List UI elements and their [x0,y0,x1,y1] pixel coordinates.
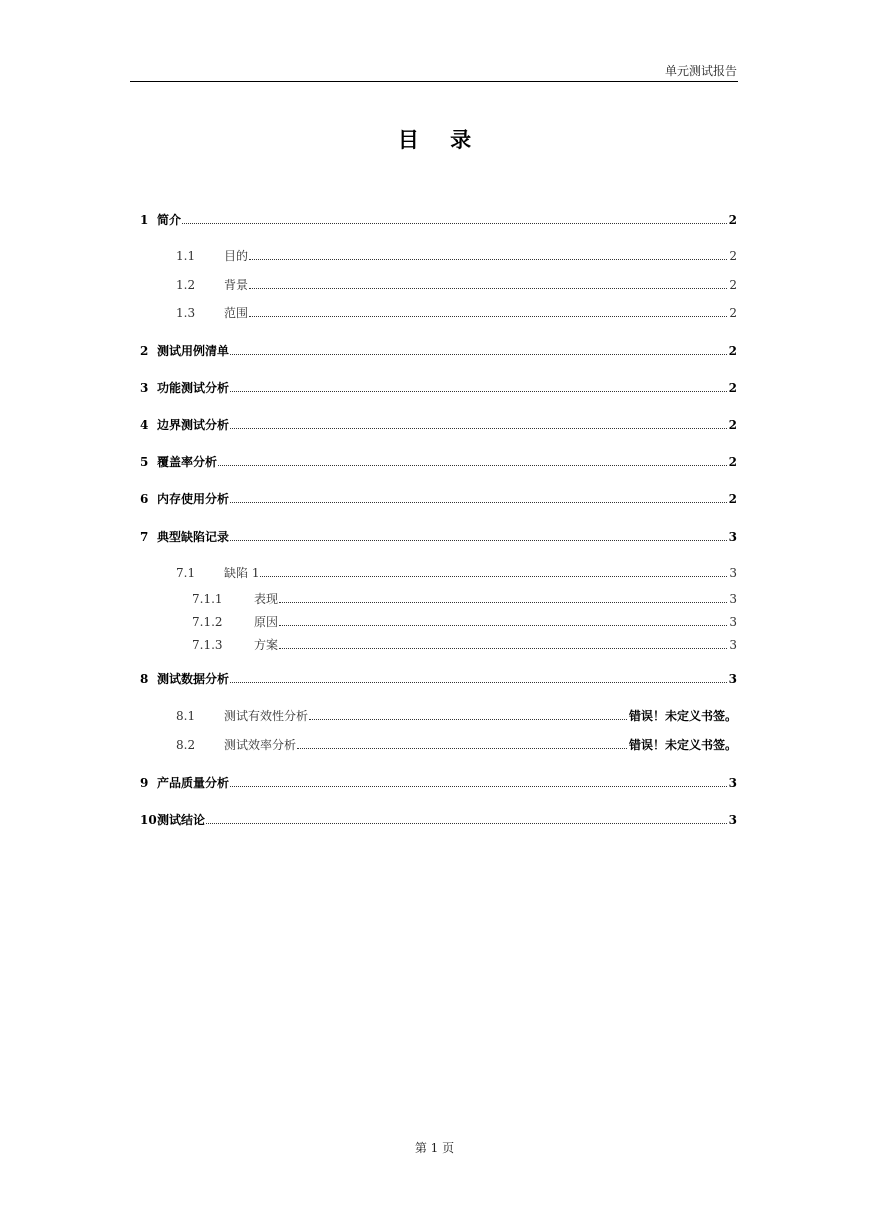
toc-page: 2 [728,455,737,469]
toc-number: 8.2 [176,738,196,752]
dot-leader [230,353,727,355]
toc-page: 2 [728,344,737,358]
dot-leader [279,647,727,649]
toc-number: 7 [140,530,149,544]
toc-title: 测试效率分析 [224,738,297,752]
toc-title: 简介 [157,213,182,227]
toc-entry-1-2[interactable] [176,276,737,294]
toc-page-error: 错误！未定义书签。 [628,738,737,752]
toc-entry-1-3[interactable] [176,304,737,322]
toc-entry-8-2[interactable] [176,736,737,754]
toc-page: 3 [728,530,737,544]
toc-number: 1.1 [176,249,196,263]
dot-leader [279,624,727,626]
toc-title: 边界测试分析 [157,418,230,432]
dot-leader [230,539,727,541]
toc-number: 4 [140,418,149,432]
toc-title: 典型缺陷记录 [157,530,230,544]
toc-number: 8 [140,672,149,686]
toc-title: 范围 [224,306,249,320]
toc-title: 原因 [254,615,279,629]
toc-entry-5[interactable] [140,453,737,471]
header-divider [130,81,738,82]
toc-title: 内存使用分析 [157,492,230,506]
toc-entry-7-1-2[interactable] [192,613,737,631]
toc-entry-7-1-3[interactable] [192,636,737,654]
dot-leader [230,501,727,503]
dot-leader [249,258,727,260]
toc-title: 产品质量分析 [157,776,230,790]
dot-leader [206,822,727,824]
toc-entry-7[interactable] [140,528,737,546]
toc-title: 测试结论 [157,813,206,827]
toc-entry-9[interactable] [140,774,737,792]
toc-number: 2 [140,344,149,358]
toc-page: 2 [728,381,737,395]
toc-entry-8[interactable] [140,670,737,688]
dot-leader [218,464,727,466]
dot-leader [279,601,727,603]
toc-title: 覆盖率分析 [157,455,218,469]
toc-page: 3 [728,813,737,827]
toc-title: 缺陷 1 [224,566,260,580]
toc-page: 2 [729,278,737,292]
dot-leader [230,427,727,429]
toc-page: 3 [728,672,737,686]
toc-entry-1[interactable] [140,211,737,229]
toc-page: 2 [729,306,737,320]
toc-title: 功能测试分析 [157,381,230,395]
toc-entry-7-1[interactable] [176,564,737,582]
toc-number: 8.1 [176,709,196,723]
toc-number: 1.3 [176,306,196,320]
toc-page-error: 错误！未定义书签。 [628,709,737,723]
toc-page: 2 [728,418,737,432]
dot-leader [230,785,727,787]
dot-leader [249,315,727,317]
toc-page: 3 [728,776,737,790]
dot-leader [249,287,727,289]
toc-number: 7.1 [176,566,196,580]
dot-leader [230,390,727,392]
toc-number: 6 [140,492,149,506]
toc-title: 背景 [224,278,249,292]
dot-leader [309,718,627,720]
page-title: 目 录 [397,127,484,152]
toc-number: 1 [140,213,149,227]
toc-number: 3 [140,381,149,395]
toc-page: 3 [729,566,737,580]
toc-entry-1-1[interactable] [176,247,737,265]
toc-page: 2 [729,249,737,263]
page-number: 第 1 页 [414,1141,455,1155]
toc-entry-8-1[interactable] [176,707,737,725]
toc-number: 9 [140,776,149,790]
toc-title: 测试有效性分析 [224,709,309,723]
toc-title: 目的 [224,249,249,263]
toc-title: 测试数据分析 [157,672,230,686]
toc-entry-4[interactable] [140,416,737,434]
toc-entry-7-1-1[interactable] [192,590,737,608]
toc-entry-2[interactable] [140,342,737,360]
toc-page: 3 [729,638,737,652]
dot-leader [297,747,627,749]
toc-entry-10[interactable] [140,811,737,829]
toc-title: 测试用例清单 [157,344,230,358]
dot-leader [260,575,727,577]
toc-number: 1.2 [176,278,196,292]
dot-leader [230,681,727,683]
toc-number: 5 [140,455,149,469]
toc-number: 7.1.2 [192,615,223,629]
toc-title: 表现 [254,592,279,606]
toc-number: 10 [140,813,157,827]
toc-entry-6[interactable] [140,490,737,508]
toc-page: 2 [728,492,737,506]
toc-number: 7.1.1 [192,592,223,606]
running-header: 单元测试报告 [664,64,737,78]
dot-leader [182,222,727,224]
toc-page: 3 [729,615,737,629]
toc-title: 方案 [254,638,279,652]
toc-number: 7.1.3 [192,638,223,652]
toc-entry-3[interactable] [140,379,737,397]
toc-page: 3 [729,592,737,606]
toc-page: 2 [728,213,737,227]
